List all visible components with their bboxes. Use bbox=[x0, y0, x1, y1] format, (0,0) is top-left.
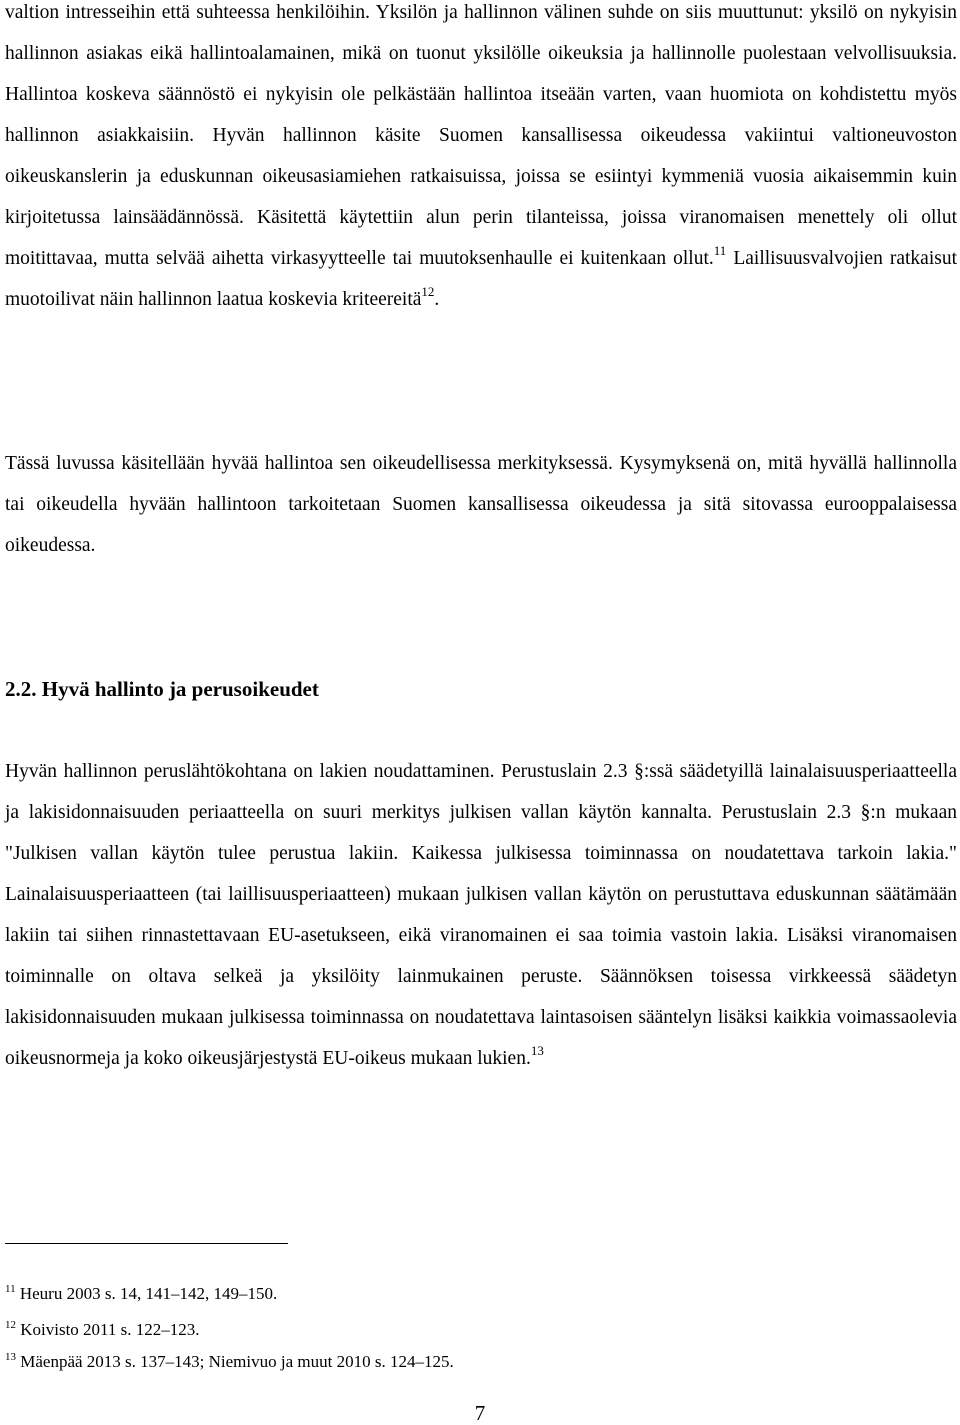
paragraph-legality-principle bbox=[5, 751, 957, 1079]
footnote-text: Koivisto 2011 s. 122–123. bbox=[20, 1320, 200, 1339]
paragraph-text: Hyvän hallinnon peruslähtökohtana on lakien noudattaminen. Perustuslain 2.3 §:ssä säädetyillä lainalaisuusperiaatteella ja lakisidonnaisuuden periaatteella on suuri merkitys julkisen vallan käytön kannalta. Perustuslain 2.3 §:n mukaan "Julkisen vallan käytön tulee perustua lakiin. Kaikessa julkisessa toiminnassa on noudatettava tarkoin lakia." Lainalaisuusperiaatteen (tai laillisuusperiaatteen) mukaan julkisen vallan käytön on perustuttava eduskunnan säätämään lakiin tai siihen rinnastettavaan EU-asetukseen, eikä viranomainen ei saa toimia vastoin lakia. Lisäksi viranomaisen toiminnalle on oltava selkeä ja yksilöity lainmukainen peruste. Säännöksen toisessa virkkeessä säädetyn lakisidonnaisuuden mukaan julkisessa toiminnassa on noudatettava laintasoisen sääntelyn lisäksi kaikkia voimassaolevia oikeusnormeja ja koko oikeusjärjestystä EU-oikeus mukaan lukien. bbox=[5, 761, 957, 1069]
footnote-number: 11 bbox=[5, 1283, 16, 1295]
footnote-ref-12[interactable]: 12 bbox=[421, 284, 435, 299]
footnote-11 bbox=[5, 1284, 277, 1304]
footnote-text: Heuru 2003 s. 14, 141–142, 149–150. bbox=[19, 1284, 278, 1303]
footnote-13 bbox=[5, 1352, 454, 1372]
footnote-ref-13[interactable]: 13 bbox=[530, 1043, 544, 1058]
paragraph-text: Laillisuusvalvojien ratkaisut muotoilivat näin hallinnon laatua koskevia kriteereitä bbox=[5, 248, 958, 310]
paragraph-hyva-hallinto-intro bbox=[5, 0, 957, 320]
footnote-12 bbox=[5, 1320, 200, 1340]
footnote-ref-11[interactable]: 11 bbox=[713, 243, 727, 258]
section-heading: 2.2. Hyvä hallinto ja perusoikeudet bbox=[5, 677, 319, 701]
footnote-text: Mäenpää 2013 s. 137–143; Niemivuo ja muut 2010 s. 124–125. bbox=[20, 1352, 454, 1371]
footnote-number: 13 bbox=[5, 1351, 16, 1363]
footnote-number: 12 bbox=[5, 1319, 16, 1331]
paragraph-text: . bbox=[434, 289, 440, 310]
paragraph-chapter-scope bbox=[5, 443, 957, 566]
paragraph-text: Tässä luvussa käsitellään hyvää hallintoa sen oikeudellisessa merkityksessä. Kysymyksenä on, mitä hyvällä hallinnolla tai oikeudella hyvään hallintoon tarkoitetaan Suomen kansallisessa oikeudessa ja sitä sitovassa eurooppalaisessa oikeudessa. bbox=[5, 453, 957, 556]
page-number: 7 bbox=[474, 1401, 486, 1425]
footnote-divider bbox=[5, 1243, 288, 1244]
paragraph-text: valtion intresseihin että suhteessa henkilöihin. Yksilön ja hallinnon välinen suhde on siis muuttunut: yksilö on nykyisin hallinnon asiakas eikä hallintoalamainen, mikä on tuonut yksilölle oikeuksia ja hallinnolle puolestaan velvollisuuksia. Hallintoa koskeva säännöstö ei nykyisin ole pelkästään hallintoa itseään varten, vaan huomiota on kohdistettu myös hallinnon asiakkaisiin. Hyvän hallinnon käsite Suomen kansallisessa oikeudessa vakiintui valtioneuvoston oikeuskanslerin ja eduskunnan oikeusasiamiehen ratkaisuissa, joissa se esiintyi kymmeniä vuosia aikaisemmin kuin kirjoitetussa lainsäädännössä. Käsitettä käytettiin alun perin tilanteissa, joissa viranomaisen menettely oli ollut moitittavaa, mutta selvää aihetta virkasyytteelle tai muutoksenhaulle ei kuitenkaan ollut. bbox=[5, 2, 957, 269]
